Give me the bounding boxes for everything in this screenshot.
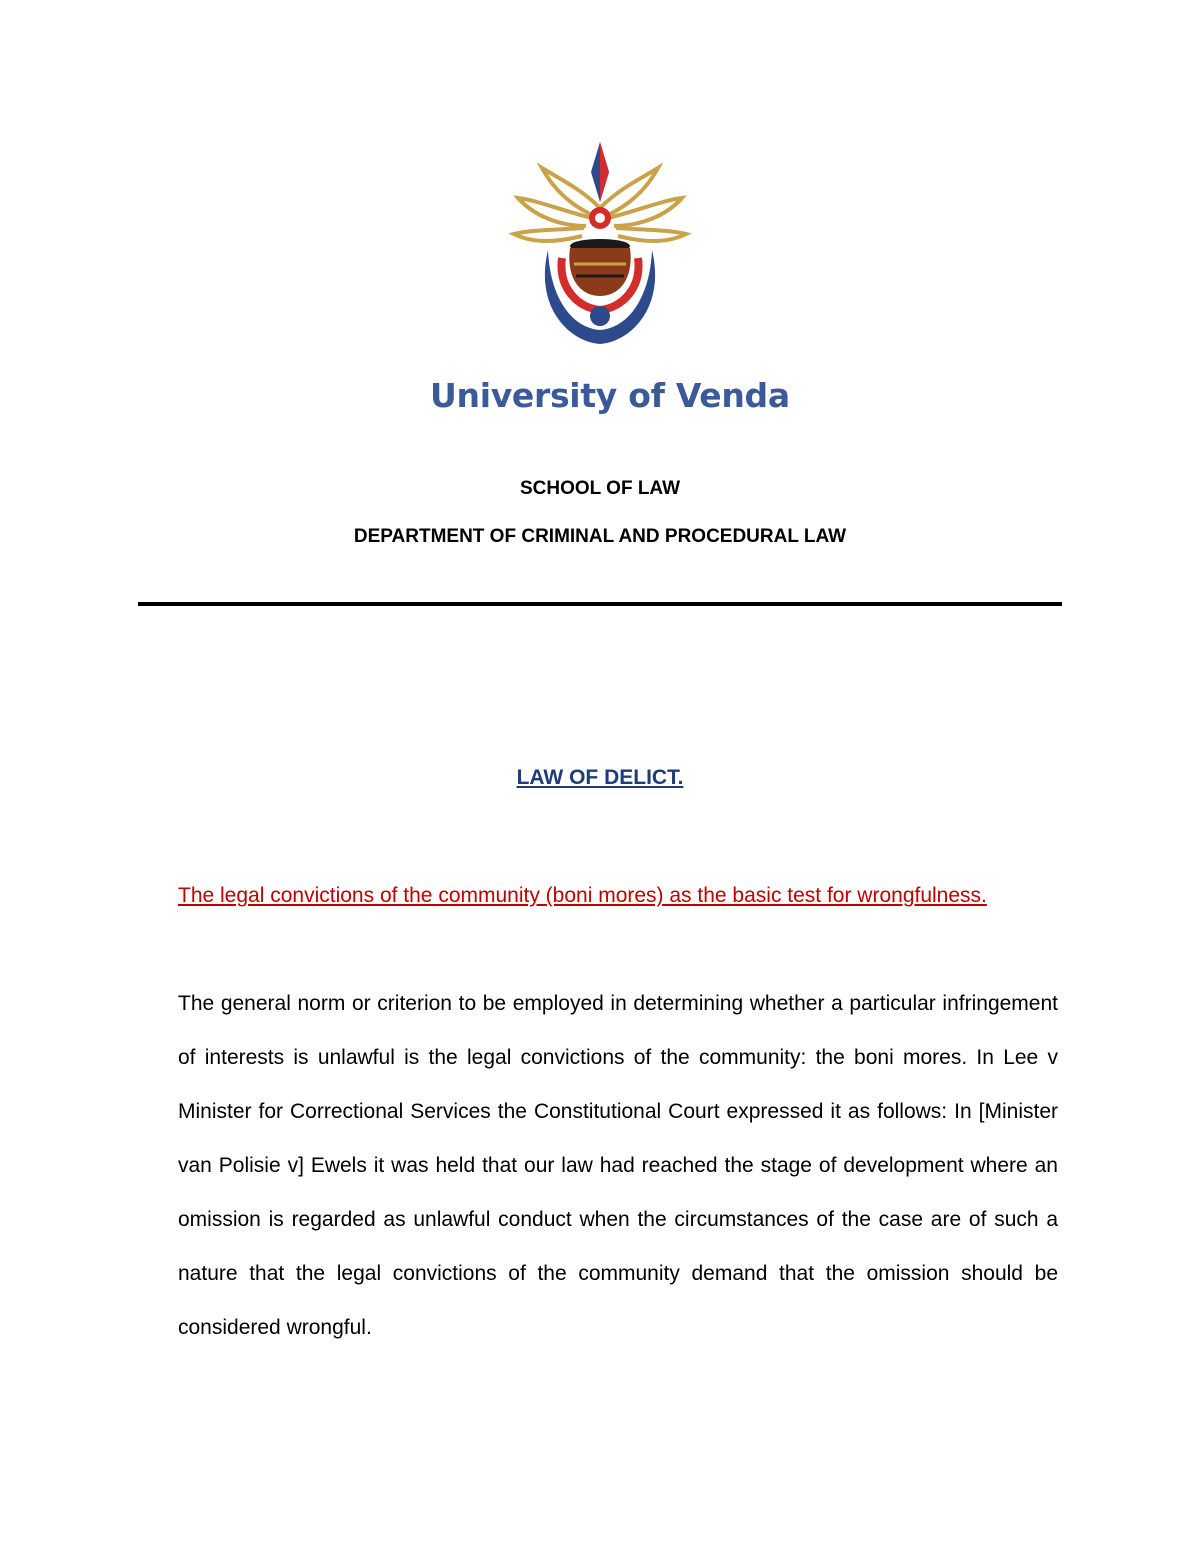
section-heading: The legal convictions of the community (boni mores) as the basic test for wrongfulness. — [178, 884, 987, 907]
crest-dot — [590, 306, 610, 326]
department-name: DEPARTMENT OF CRIMINAL AND PROCEDURAL LAW — [353, 526, 847, 547]
school-name: SCHOOL OF LAW — [519, 478, 681, 499]
logo-wordmark: University of Venda — [430, 376, 790, 415]
university-logo — [430, 138, 790, 428]
crest-pot — [569, 248, 630, 296]
university-crest-icon — [430, 138, 770, 368]
horizontal-divider — [138, 602, 1062, 606]
document-title: LAW OF DELICT. — [516, 766, 684, 789]
crest-spear-right — [600, 142, 609, 202]
body-paragraph: The general norm or criterion to be employed in determining whether a particular infringement of interests is unlawful is the legal convictions of the community: the boni mores. In Lee v Minister for Correctional Services the Constitutional Court expressed it as follows: In [Minister van Polisie v] Ewels it was held that our law had reached the stage of development where an omission is regarded as unlawful conduct when the circumstances of the case are of such a nature that the legal convictions of the community demand that the omission should be considered wrongful. — [178, 992, 1058, 1339]
